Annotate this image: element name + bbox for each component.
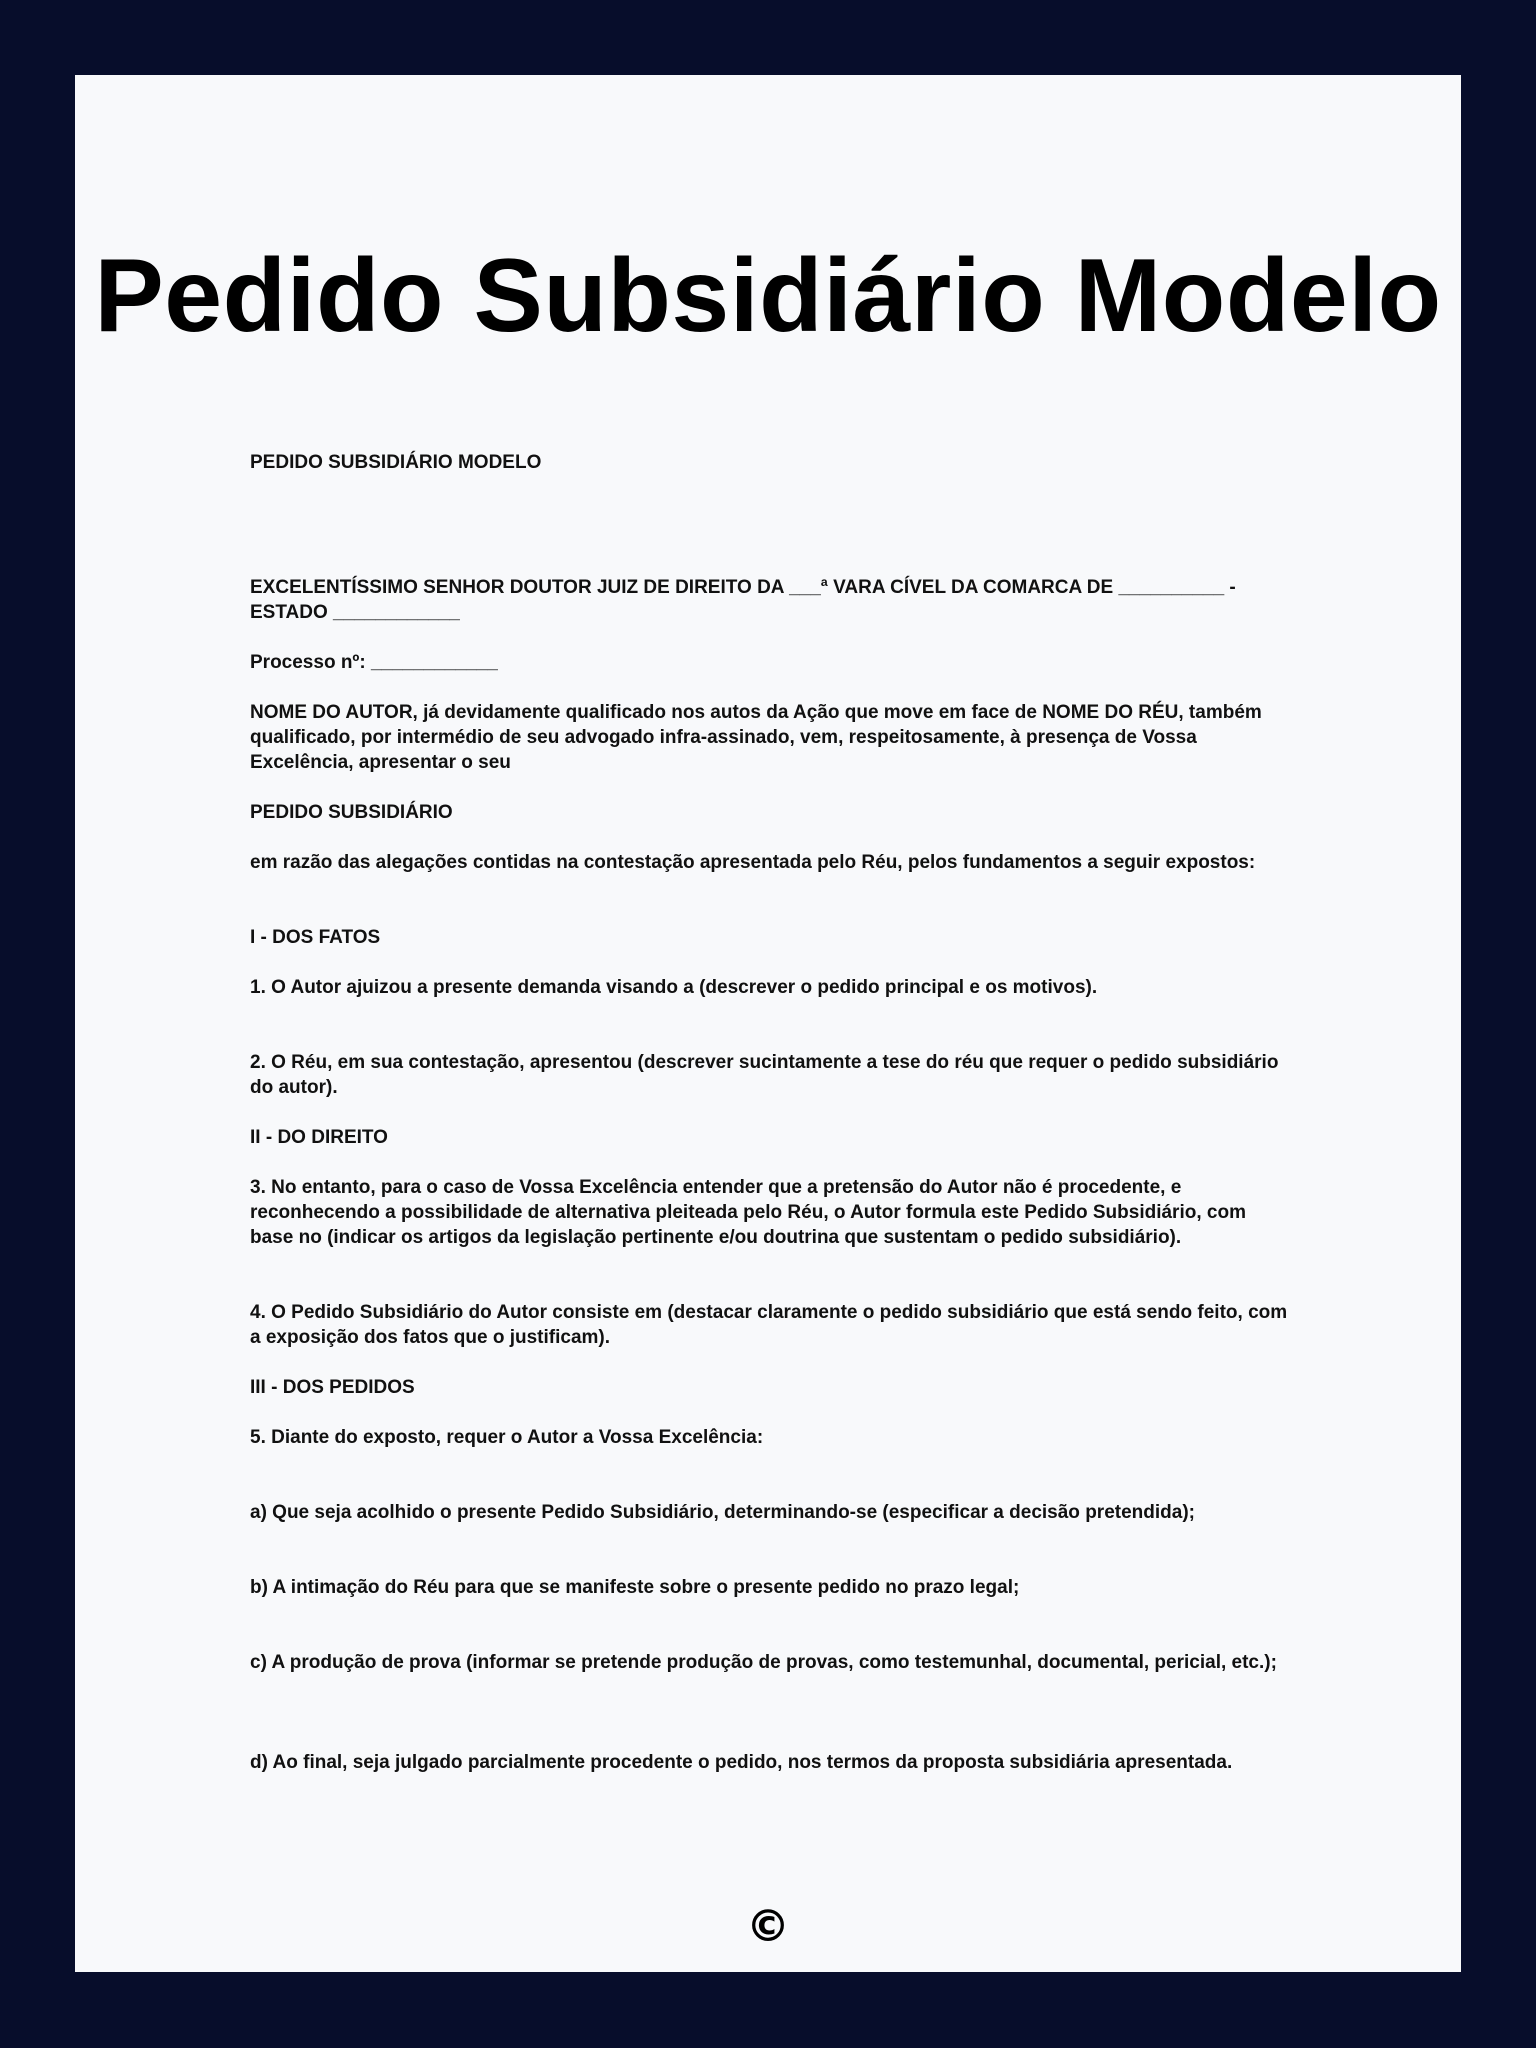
- section-heading-facts: I - DOS FATOS: [250, 927, 381, 948]
- intro-paragraph: NOME DO AUTOR, já devidamente qualificado nos autos da Ação que move em face de NOME DO RÉU, também qualificado, por intermédio de seu advogado infra-assinado, vem, respeitosamente, à presença de Vossa Excelência, apresentar o seu: [250, 702, 1262, 773]
- request-b: b) A intimação do Réu para que se manifeste sobre o presente pedido no prazo legal;: [250, 1577, 1020, 1598]
- copyright-icon: ©: [746, 1901, 790, 1952]
- item-4: 4. O Pedido Subsidiário do Autor consiste em (destacar claramente o pedido subsidiário que está sendo feito, com a exposição dos fatos que o justificam).: [250, 1302, 1288, 1348]
- request-d: d) Ao final, seja julgado parcialmente procedente o pedido, nos termos da proposta subsidiária apresentada.: [250, 1752, 1233, 1773]
- section-heading-law: II - DO DIREITO: [250, 1127, 388, 1148]
- request-a: a) Que seja acolhido o presente Pedido Subsidiário, determinando-se (especificar a decisão pretendida);: [250, 1502, 1195, 1523]
- document-title-line: PEDIDO SUBSIDIÁRIO MODELO: [250, 452, 542, 473]
- court-address: EXCELENTÍSSIMO SENHOR DOUTOR JUIZ DE DIREITO DA ___ª VARA CÍVEL DA COMARCA DE __________ - ESTADO ____________: [250, 577, 1236, 623]
- item-1: 1. O Autor ajuizou a presente demanda visando a (descrever o pedido principal e os motivos).: [250, 977, 1098, 998]
- item-5: 5. Diante do exposto, requer o Autor a Vossa Excelência:: [250, 1427, 764, 1448]
- reason-paragraph: em razão das alegações contidas na contestação apresentada pelo Réu, pelos fundamentos a seguir expostos:: [250, 852, 1256, 873]
- item-2: 2. O Réu, em sua contestação, apresentou (descrever sucintamente a tese do réu que requer o pedido subsidiário do autor).: [250, 1052, 1279, 1098]
- document-page: [75, 75, 1461, 1972]
- item-3: 3. No entanto, para o caso de Vossa Excelência entender que a pretensão do Autor não é procedente, e reconhecendo a possibilidade de alternativa pleiteada pelo Réu, o Autor formula este Pedido Subsidiário, com base no (indicar os artigos da legislação pertinente e/ou doutrina que sustentam o pedido subsidiário).: [250, 1177, 1246, 1248]
- petition-title: PEDIDO SUBSIDIÁRIO: [250, 802, 453, 823]
- process-number: Processo nº: ____________: [250, 652, 498, 673]
- section-heading-requests: III - DOS PEDIDOS: [250, 1377, 415, 1398]
- document-heading: Pedido Subsidiário Modelo: [94, 238, 1442, 354]
- request-c: c) A produção de prova (informar se pretende produção de provas, como testemunhal, documental, pericial, etc.);: [250, 1652, 1277, 1673]
